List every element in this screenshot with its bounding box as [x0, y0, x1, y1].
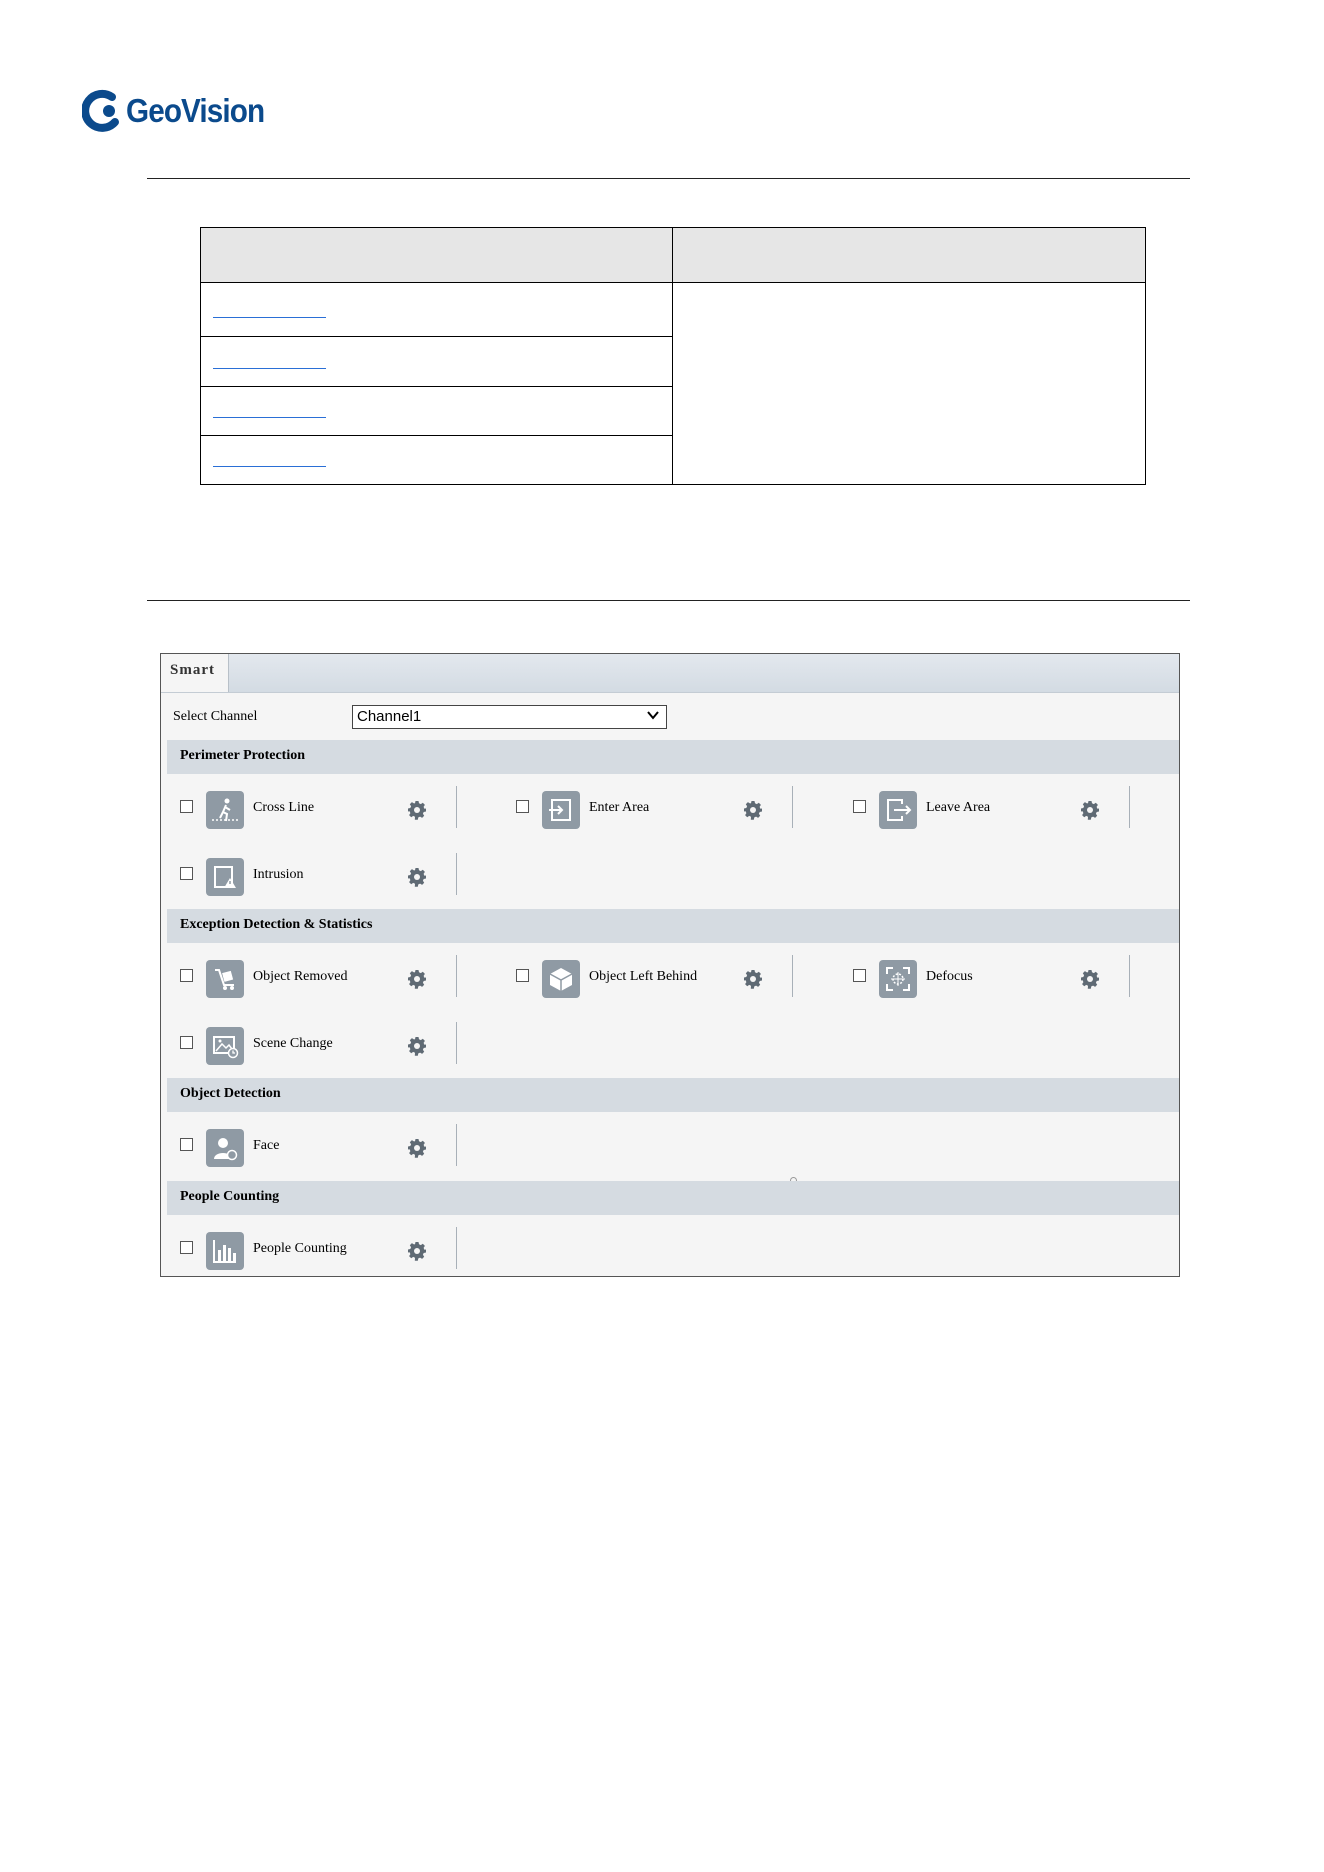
- defocus-checkbox[interactable]: [853, 969, 866, 982]
- feature-people-counting: [180, 1232, 520, 1272]
- gear-icon[interactable]: [743, 800, 763, 820]
- enter-area-icon: [542, 791, 580, 829]
- gear-icon[interactable]: [407, 867, 427, 887]
- geovision-logo: [82, 86, 280, 136]
- face-checkbox[interactable]: [180, 1138, 193, 1151]
- cross-line-icon: [206, 791, 244, 829]
- doc-table-header: [201, 228, 1145, 283]
- feature-defocus: [853, 960, 1193, 1000]
- scene-change-checkbox[interactable]: [180, 1036, 193, 1049]
- scene-change-icon: [206, 1027, 244, 1065]
- intrusion-icon: [206, 858, 244, 896]
- column-separator: [456, 1124, 457, 1166]
- column-separator: [456, 1022, 457, 1064]
- feature-label: Defocus: [926, 969, 973, 984]
- feature-label: Cross Line: [253, 800, 315, 815]
- section-object-detection: Object Detection: [167, 1078, 1179, 1112]
- feature-scene-change: [180, 1027, 520, 1067]
- doc-table-row: [201, 386, 672, 436]
- section-rule: [147, 600, 1190, 601]
- feature-object-left-behind: [516, 960, 856, 1000]
- defocus-icon: [879, 960, 917, 998]
- enter-area-checkbox[interactable]: [516, 800, 529, 813]
- object-removed-icon: [206, 960, 244, 998]
- doc-row-link[interactable]: [213, 417, 326, 418]
- people-counting-icon: [206, 1232, 244, 1270]
- column-separator: [792, 786, 793, 828]
- feature-label: Face: [253, 1138, 280, 1153]
- feature-face: [180, 1129, 520, 1169]
- feature-label: Enter Area: [589, 800, 650, 815]
- feature-cross-line: [180, 791, 520, 831]
- gear-icon[interactable]: [407, 1241, 427, 1261]
- feature-object-removed: [180, 960, 520, 1000]
- chevron-down-icon: [645, 707, 661, 726]
- gear-icon[interactable]: [1080, 969, 1100, 989]
- feature-intrusion: [180, 858, 520, 898]
- channel-select[interactable]: [352, 705, 667, 729]
- section-people-counting: People Counting: [167, 1181, 1179, 1215]
- logo-text: GeoVision: [126, 92, 265, 129]
- doc-table-divider: [672, 228, 673, 484]
- gear-icon[interactable]: [407, 800, 427, 820]
- header-rule: [147, 178, 1190, 179]
- object-removed-checkbox[interactable]: [180, 969, 193, 982]
- doc-table-row: [201, 336, 672, 387]
- face-icon: [206, 1129, 244, 1167]
- feature-enter-area: [516, 791, 856, 831]
- doc-row-link[interactable]: [213, 368, 326, 369]
- gear-icon[interactable]: [407, 969, 427, 989]
- channel-select-value: Channel1: [357, 708, 422, 725]
- feature-label: People Counting: [253, 1241, 347, 1256]
- column-separator: [456, 786, 457, 828]
- column-separator: [1129, 955, 1130, 997]
- leave-area-icon: [879, 791, 917, 829]
- gear-icon[interactable]: [407, 1036, 427, 1056]
- gear-icon[interactable]: [407, 1138, 427, 1158]
- section-exception-detection: Exception Detection & Statistics: [167, 909, 1179, 943]
- column-separator: [1129, 786, 1130, 828]
- gear-icon[interactable]: [1080, 800, 1100, 820]
- feature-label: Scene Change: [253, 1036, 333, 1051]
- intrusion-checkbox[interactable]: [180, 867, 193, 880]
- column-separator: [456, 1227, 457, 1269]
- doc-table: [200, 227, 1146, 485]
- object-left-behind-checkbox[interactable]: [516, 969, 529, 982]
- section-perimeter-protection: Perimeter Protection: [167, 740, 1179, 774]
- doc-table-row: [201, 435, 672, 484]
- doc-row-link[interactable]: [213, 466, 326, 467]
- feature-leave-area: [853, 791, 1193, 831]
- column-separator: [456, 853, 457, 895]
- feature-label: Object Left Behind: [589, 969, 698, 984]
- feature-label: Leave Area: [926, 800, 991, 815]
- geovision-logo-mark-icon: [82, 89, 124, 133]
- smart-panel: [160, 653, 1180, 1277]
- column-separator: [456, 955, 457, 997]
- people-counting-checkbox[interactable]: [180, 1241, 193, 1254]
- leave-area-checkbox[interactable]: [853, 800, 866, 813]
- tab-strip: [161, 654, 1179, 693]
- select-channel-label: Select Channel: [173, 709, 258, 724]
- object-left-behind-icon: [542, 960, 580, 998]
- column-separator: [792, 955, 793, 997]
- feature-label: Intrusion: [253, 867, 304, 882]
- doc-table-row: [201, 282, 672, 337]
- feature-label: Object Removed: [253, 969, 348, 984]
- cross-line-checkbox[interactable]: [180, 800, 193, 813]
- gear-icon[interactable]: [743, 969, 763, 989]
- tab-smart[interactable]: Smart: [161, 654, 229, 692]
- doc-row-link[interactable]: [213, 317, 326, 318]
